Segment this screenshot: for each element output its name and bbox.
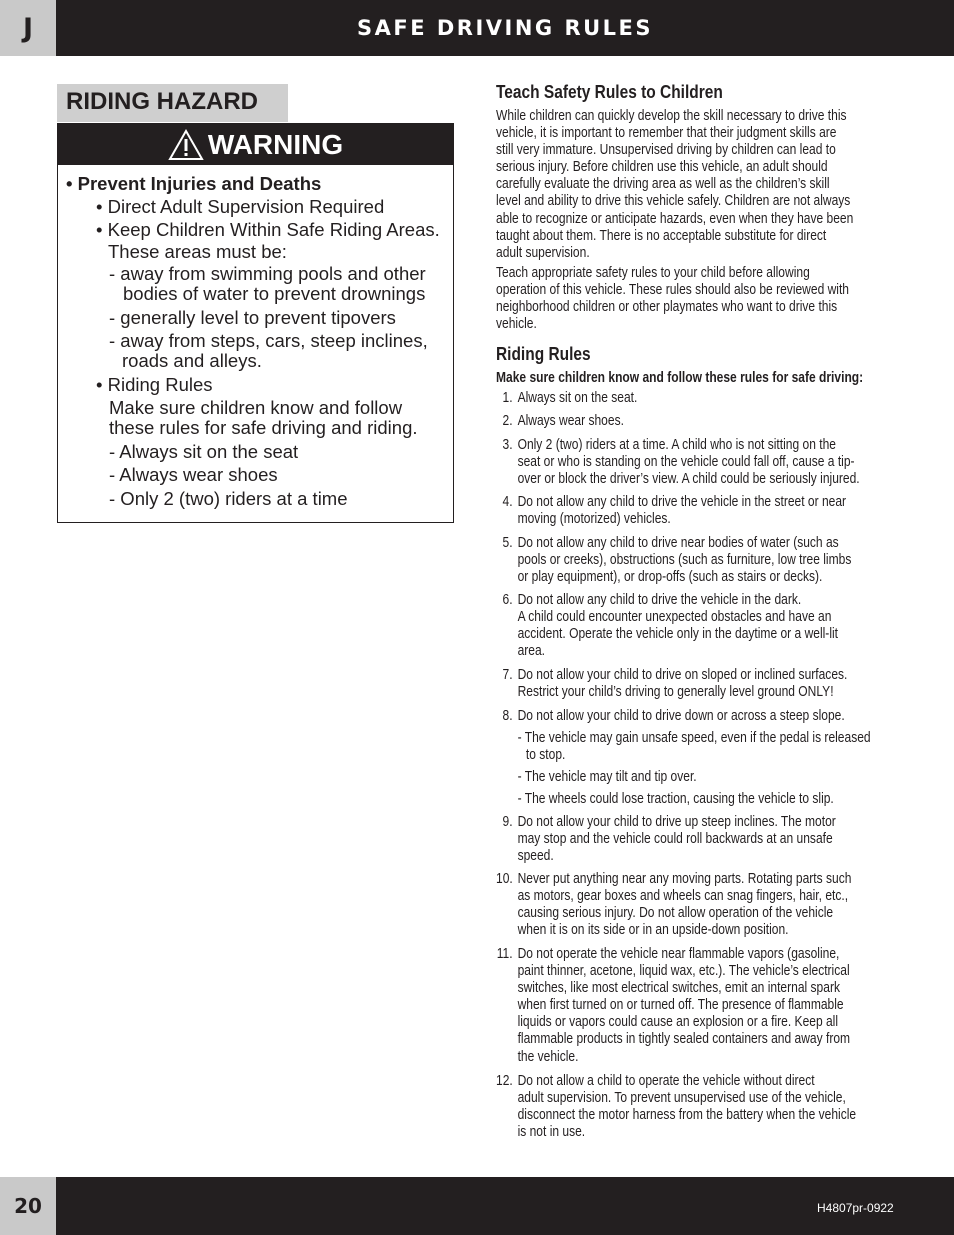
rule-line: area. (517, 643, 546, 660)
paragraph-line: Teach appropriate safety rules to your child before allowing (496, 265, 810, 281)
rule-number: 2. (502, 413, 513, 429)
document-code: H4807pr-0922 (817, 1201, 894, 1215)
rule-item (496, 592, 838, 660)
rule-item (496, 871, 851, 939)
riding-rules-heading: Riding Rules (496, 344, 591, 364)
rule-number: 9. (502, 814, 513, 830)
rule-line: switches, like most electrical switches, emit an internal spark (517, 980, 840, 997)
warning-line: - away from steps, cars, steep inclines, (109, 330, 428, 351)
rule-item (496, 494, 846, 528)
paragraph-line: vehicle. (496, 316, 537, 333)
rule-sub-line: - The vehicle may gain unsafe speed, even if the pedal is released (517, 730, 871, 747)
paragraph-line: operation of this vehicle. These rules should also be reviewed with (496, 282, 850, 299)
rule-line: as motors, gear boxes and wheels can snag fingers, hair, etc., (517, 888, 849, 905)
rule-line: when first turned on or turned off. The presence of flammable (517, 997, 844, 1014)
warning-line: - Always wear shoes (109, 464, 278, 485)
paragraph-line: still very immature. Unsupervised driving by children can lead to (496, 142, 836, 159)
rule-line: flammable products in tightly sealed containers and away from (517, 1031, 851, 1048)
rule-line: Do not operate the vehicle near flammable vapors (gasoline, (517, 946, 840, 962)
paragraph-line: taught about them. There is no acceptable substitute for direct (496, 227, 827, 244)
rule-line: when it is on its side or in an upside-down position. (517, 922, 789, 939)
rule-line: disconnect the motor harness from the battery when the vehicle (517, 1107, 857, 1124)
rule-line: speed. (517, 848, 554, 865)
paragraph-line: neighborhood children or other playmates who want to drive this (496, 299, 838, 316)
page-title: SAFE DRIVING RULES (356, 16, 654, 40)
rule-line: A child could encounter unexpected obstacles and have an (517, 609, 832, 626)
rule-line: Do not allow your child to drive down or across a steep slope. (517, 708, 845, 724)
paragraph-line: vehicle, it is important to remember that their judgment skills are (496, 125, 837, 142)
footer-bar (0, 1177, 954, 1235)
rule-number: 5. (502, 535, 513, 551)
page-number: 20 (0, 1177, 56, 1235)
rule-line: may stop and the vehicle could roll backwards at an unsafe (517, 831, 833, 848)
rule-number: 6. (502, 592, 513, 608)
rule-line: pools or creeks), obstructions (such as furniture, low tree limbs (517, 552, 852, 569)
warning-line: - away from swimming pools and other (109, 263, 426, 284)
section-letter-tab: J (0, 0, 56, 56)
rule-line: Always sit on the seat. (517, 390, 638, 406)
teach-paragraph-1 (496, 108, 903, 262)
rule-number: 8. (502, 708, 513, 724)
rule-item (496, 1073, 856, 1141)
rule-number: 11. (496, 946, 513, 962)
rule-line: Do not allow your child to drive on sloped or inclined surfaces. (517, 667, 848, 683)
rule-item (496, 814, 836, 865)
warning-line: These areas must be: (108, 241, 287, 262)
rule-item (496, 437, 860, 488)
rule-number: 12. (496, 1073, 513, 1089)
rule-number: 4. (502, 494, 513, 510)
rule-sub-line: to stop. (525, 747, 566, 764)
paragraph-line: carefully evaluate the driving area as well as the children’s skill (496, 176, 830, 193)
paragraph-line: level and ability to drive this vehicle safely. Children are not always (496, 193, 851, 210)
rule-sub-line: - The wheels could lose traction, causing the vehicle to slip. (517, 791, 834, 808)
rule-number: 3. (502, 437, 513, 453)
rule-line: Never put anything near any moving parts. Rotating parts such (517, 871, 852, 887)
rule-line: seat or who is standing on the vehicle could fall off, cause a tip- (517, 454, 855, 471)
rule-line: causing serious injury. Do not allow operation of the vehicle (517, 905, 834, 922)
rule-line: Do not allow your child to drive up steep inclines. The motor (517, 814, 836, 830)
teach-paragraph-2 (496, 265, 903, 333)
rule-number: 7. (502, 667, 513, 683)
rule-item (496, 413, 624, 430)
rule-line: accident. Operate the vehicle only in the daytime or a well-lit (517, 626, 839, 643)
rule-line: Do not allow any child to drive near bodies of water (such as (517, 535, 839, 551)
rule-line: Restrict your child’s driving to generally level ground ONLY! (517, 684, 834, 701)
warning-line: - generally level to prevent tipovers (109, 307, 396, 328)
warning-line: roads and alleys. (122, 350, 262, 371)
warning-line: • Riding Rules (96, 374, 213, 395)
rule-line: adult supervision. To prevent unsupervised use of the vehicle, (517, 1090, 846, 1107)
rule-line: Only 2 (two) riders at a time. A child who is not sitting on the (517, 437, 836, 453)
warning-line: these rules for safe driving and riding. (109, 417, 418, 438)
paragraph-line: While children can quickly develop the skill necessary to drive this (496, 108, 847, 124)
rule-item (496, 946, 850, 1066)
rule-sub-line: - The vehicle may tilt and tip over. (517, 769, 697, 786)
rule-line: liquids or vapors could cause an explosion or a fire. Keep all (517, 1014, 839, 1031)
rule-line: Do not allow a child to operate the vehicle without direct (517, 1073, 815, 1089)
rule-line: the vehicle. (517, 1048, 579, 1065)
warning-line: - Only 2 (two) riders at a time (109, 488, 348, 509)
rule-line: moving (motorized) vehicles. (517, 511, 671, 528)
riding-rules-intro: Make sure children know and follow these rules for safe driving: (496, 370, 864, 386)
rule-line: Always wear shoes. (517, 413, 624, 429)
riding-hazard-title: RIDING HAZARD (66, 88, 258, 115)
rule-item (496, 535, 851, 586)
riding-hazard-tab (57, 84, 288, 122)
warning-label: WARNING (207, 128, 344, 160)
paragraph-line: able to recognize or anticipate hazards, even when they have been (496, 210, 854, 227)
warning-line: bodies of water to prevent drownings (123, 283, 426, 304)
warning-header (58, 124, 453, 165)
rule-line: Do not allow any child to drive the vehicle in the street or near (517, 494, 847, 510)
rule-number: 1. (502, 390, 513, 406)
rule-line: over or block the driver’s view. A child could be seriously injured. (517, 471, 860, 488)
warning-line: • Keep Children Within Safe Riding Areas. (96, 219, 440, 240)
warning-line: - Always sit on the seat (109, 441, 299, 462)
rule-item (496, 667, 847, 701)
rule-item (496, 708, 871, 808)
rule-line: or play equipment), or drop-offs (such as stairs or decks). (517, 569, 823, 586)
rule-item (496, 390, 637, 407)
warning-box (57, 123, 454, 523)
paragraph-line: serious injury. Before children use this vehicle, an adult should (496, 159, 828, 176)
rule-line: is not in use. (517, 1124, 586, 1141)
rule-number: 10. (496, 871, 513, 887)
rule-line: paint thinner, acetone, liquid wax, etc.). The vehicle’s electrical (517, 963, 850, 980)
warning-triangle-icon (168, 129, 204, 161)
paragraph-line: adult supervision. (496, 244, 590, 261)
warning-line: Make sure children know and follow (109, 397, 403, 418)
warning-line: • Prevent Injuries and Deaths (66, 173, 322, 194)
warning-line: • Direct Adult Supervision Required (96, 196, 385, 217)
teach-safety-heading: Teach Safety Rules to Children (496, 82, 723, 102)
rule-line: Do not allow any child to drive the vehicle in the dark. (517, 592, 802, 608)
